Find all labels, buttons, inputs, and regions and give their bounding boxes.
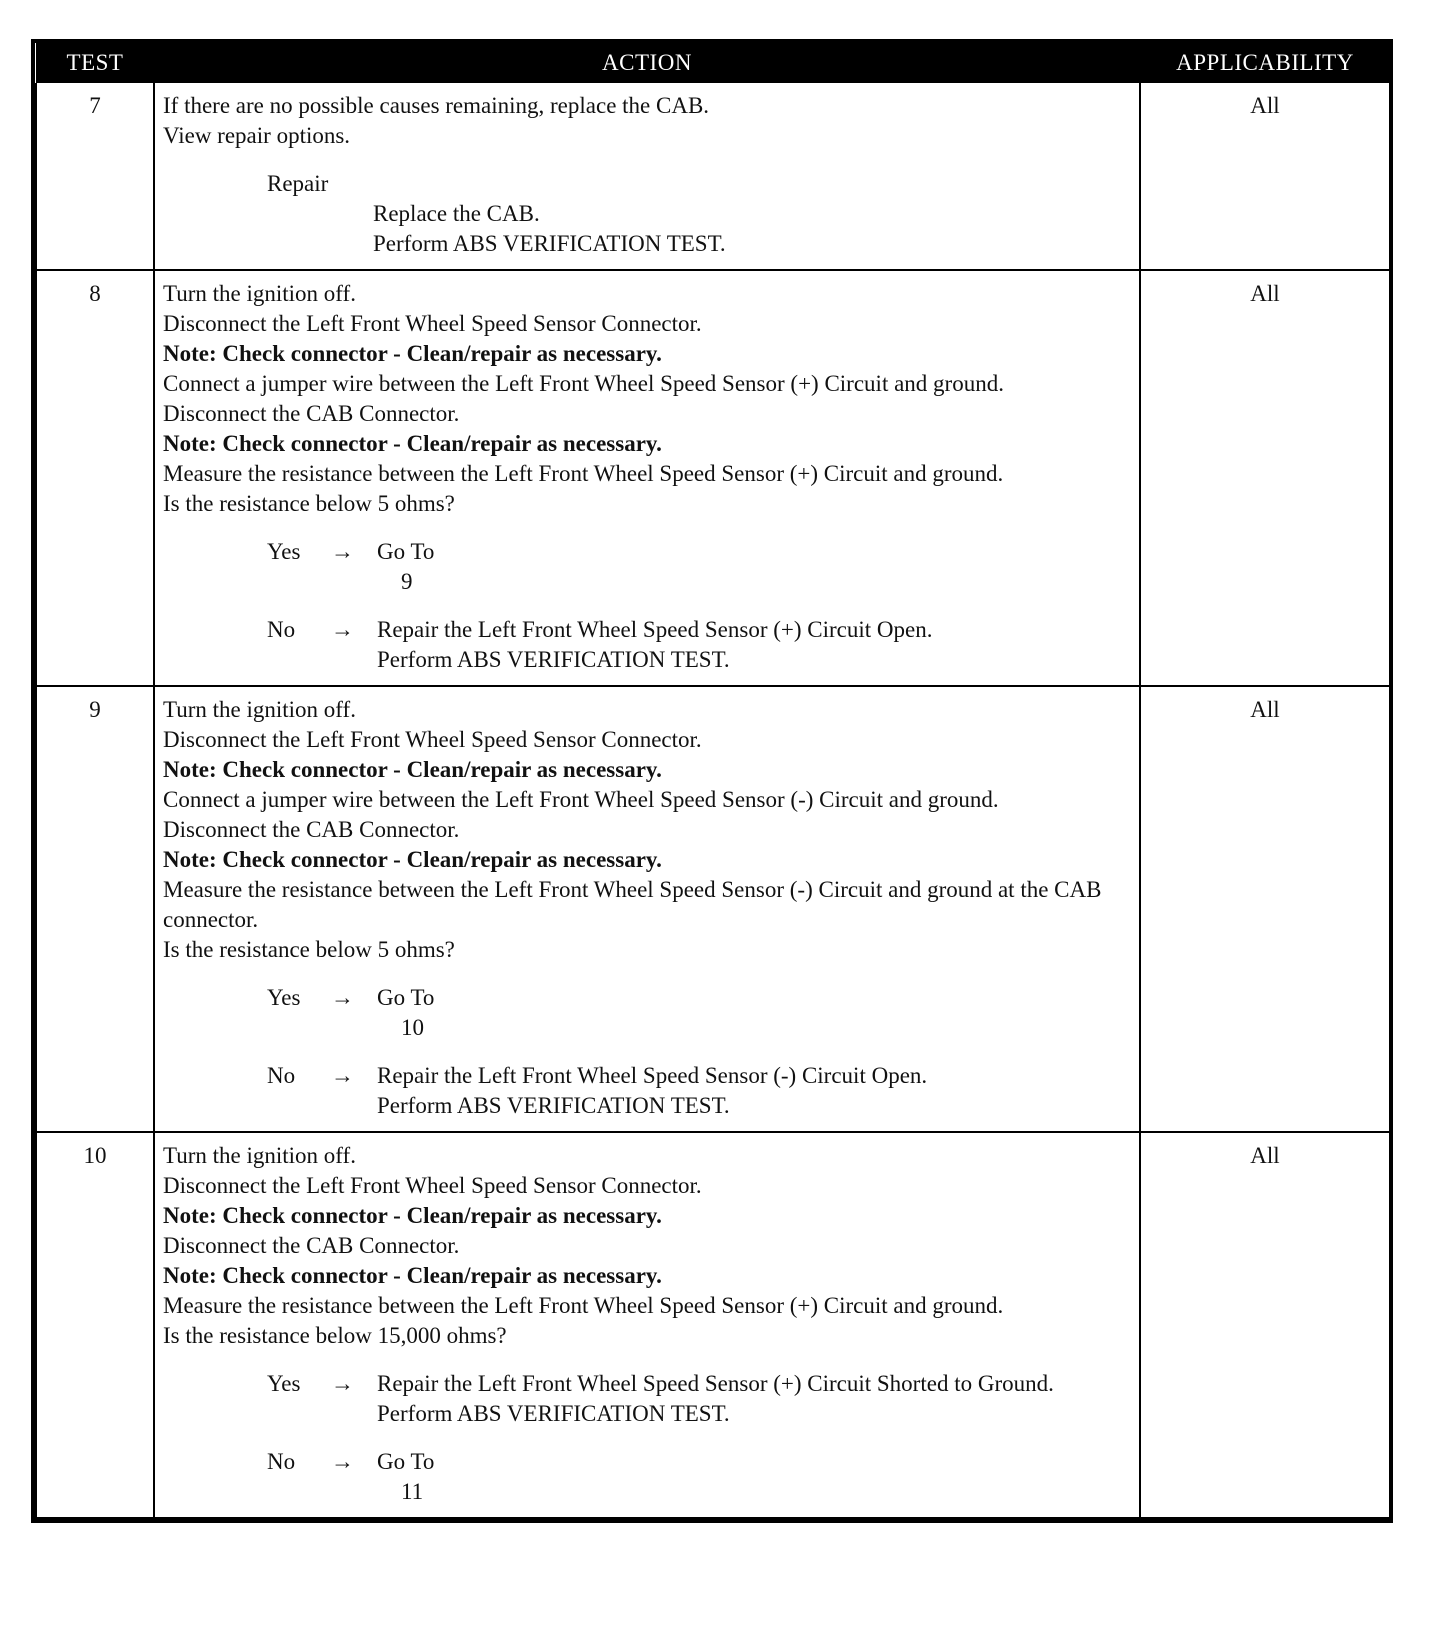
outcome-yes (267, 983, 1131, 1043)
repair-step: Perform ABS VERIFICATION TEST. (373, 231, 726, 256)
action-line: Connect a jumper wire between the Left Front Wheel Speed Sensor (+) Circuit and ground. (163, 371, 1004, 396)
action-cell (154, 1132, 1140, 1518)
action-line: Disconnect the CAB Connector. (163, 1233, 460, 1258)
note-line: Note: Check connector - Clean/repair as necessary. (163, 1203, 662, 1228)
action-cell (154, 686, 1140, 1132)
outcome-no (267, 1447, 1131, 1507)
header-action: ACTION (154, 43, 1140, 83)
action-line: Turn the ignition off. (163, 1143, 356, 1168)
note-line: Note: Check connector - Clean/repair as necessary. (163, 757, 662, 782)
answer-label: No (267, 617, 296, 642)
outcome-result (377, 1447, 1131, 1507)
goto-label: Go To (377, 985, 435, 1010)
result-line: Repair the Left Front Wheel Speed Sensor (-) Circuit Open. (377, 1063, 928, 1088)
answer-label: Yes (267, 1371, 301, 1396)
action-line: Connect a jumper wire between the Left Front Wheel Speed Sensor (-) Circuit and ground. (163, 787, 999, 812)
outcome-result (377, 983, 1131, 1043)
repair-step: Replace the CAB. (373, 201, 540, 226)
outcome-result (377, 537, 1131, 597)
outcome-result (377, 1061, 1131, 1121)
applicability-value: All (1140, 1132, 1390, 1518)
action-line: If there are no possible causes remaining, replace the CAB. (163, 93, 710, 118)
repair-options (267, 169, 1131, 259)
action-line: Measure the resistance between the Left Front Wheel Speed Sensor (+) Circuit and ground. (163, 1293, 1004, 1318)
table-header-row (36, 43, 1390, 83)
action-line: Disconnect the Left Front Wheel Speed Sensor Connector. (163, 1173, 702, 1198)
header-test: TEST (36, 43, 154, 83)
action-line: View repair options. (163, 123, 351, 148)
action-line: Measure the resistance between the Left Front Wheel Speed Sensor (+) Circuit and ground. (163, 461, 1004, 486)
note-line: Note: Check connector - Clean/repair as necessary. (163, 341, 662, 366)
result-line: Repair the Left Front Wheel Speed Sensor (+) Circuit Shorted to Ground. (377, 1371, 1054, 1396)
table-row (36, 83, 1390, 270)
repair-label: Repair (267, 171, 329, 196)
table-row (36, 1132, 1390, 1518)
action-line: Disconnect the Left Front Wheel Speed Sensor Connector. (163, 311, 702, 336)
question-line: Is the resistance below 5 ohms? (163, 491, 455, 516)
answer-label: Yes (267, 985, 301, 1010)
outcome-result (377, 1369, 1131, 1429)
action-cell (154, 270, 1140, 686)
arrow-icon: → (331, 1063, 354, 1088)
test-number: 10 (36, 1132, 154, 1518)
goto-label: Go To (377, 1449, 435, 1474)
table-row (36, 686, 1390, 1132)
goto-number: 9 (401, 569, 413, 594)
outcome-yes (267, 537, 1131, 597)
action-line: Disconnect the CAB Connector. (163, 401, 460, 426)
test-table (35, 43, 1391, 1519)
action-line: Turn the ignition off. (163, 281, 356, 306)
applicability-value: All (1140, 686, 1390, 1132)
result-line: Perform ABS VERIFICATION TEST. (377, 647, 730, 672)
arrow-icon: → (331, 985, 354, 1010)
goto-number: 10 (401, 1015, 424, 1040)
answer-label: Yes (267, 539, 301, 564)
arrow-icon: → (331, 1371, 354, 1396)
arrow-icon: → (331, 617, 354, 642)
answer-label: No (267, 1449, 296, 1474)
test-number: 8 (36, 270, 154, 686)
applicability-value: All (1140, 83, 1390, 270)
question-line: Is the resistance below 5 ohms? (163, 937, 455, 962)
arrow-icon: → (331, 539, 354, 564)
action-line: Disconnect the CAB Connector. (163, 817, 460, 842)
outcome-no (267, 1061, 1131, 1121)
outcome-result (377, 615, 1131, 675)
arrow-icon: → (331, 1449, 354, 1474)
action-line: Disconnect the Left Front Wheel Speed Sensor Connector. (163, 727, 702, 752)
action-cell (154, 83, 1140, 270)
diagnostic-test-table (31, 39, 1393, 1523)
applicability-value: All (1140, 270, 1390, 686)
table-row (36, 270, 1390, 686)
goto-label: Go To (377, 539, 435, 564)
note-line: Note: Check connector - Clean/repair as necessary. (163, 847, 662, 872)
outcome-yes (267, 1369, 1131, 1429)
test-number: 7 (36, 83, 154, 270)
goto-number: 11 (401, 1479, 424, 1504)
question-line: Is the resistance below 15,000 ohms? (163, 1323, 507, 1348)
answer-label: No (267, 1063, 296, 1088)
result-line: Perform ABS VERIFICATION TEST. (377, 1401, 730, 1426)
header-applicability: APPLICABILITY (1140, 43, 1390, 83)
result-line: Repair the Left Front Wheel Speed Sensor (+) Circuit Open. (377, 617, 933, 642)
action-line: Turn the ignition off. (163, 697, 356, 722)
note-line: Note: Check connector - Clean/repair as necessary. (163, 1263, 662, 1288)
outcome-no (267, 615, 1131, 675)
note-line: Note: Check connector - Clean/repair as necessary. (163, 431, 662, 456)
test-number: 9 (36, 686, 154, 1132)
result-line: Perform ABS VERIFICATION TEST. (377, 1093, 730, 1118)
action-line: Measure the resistance between the Left Front Wheel Speed Sensor (-) Circuit and ground at the CAB connector. (163, 877, 1102, 932)
